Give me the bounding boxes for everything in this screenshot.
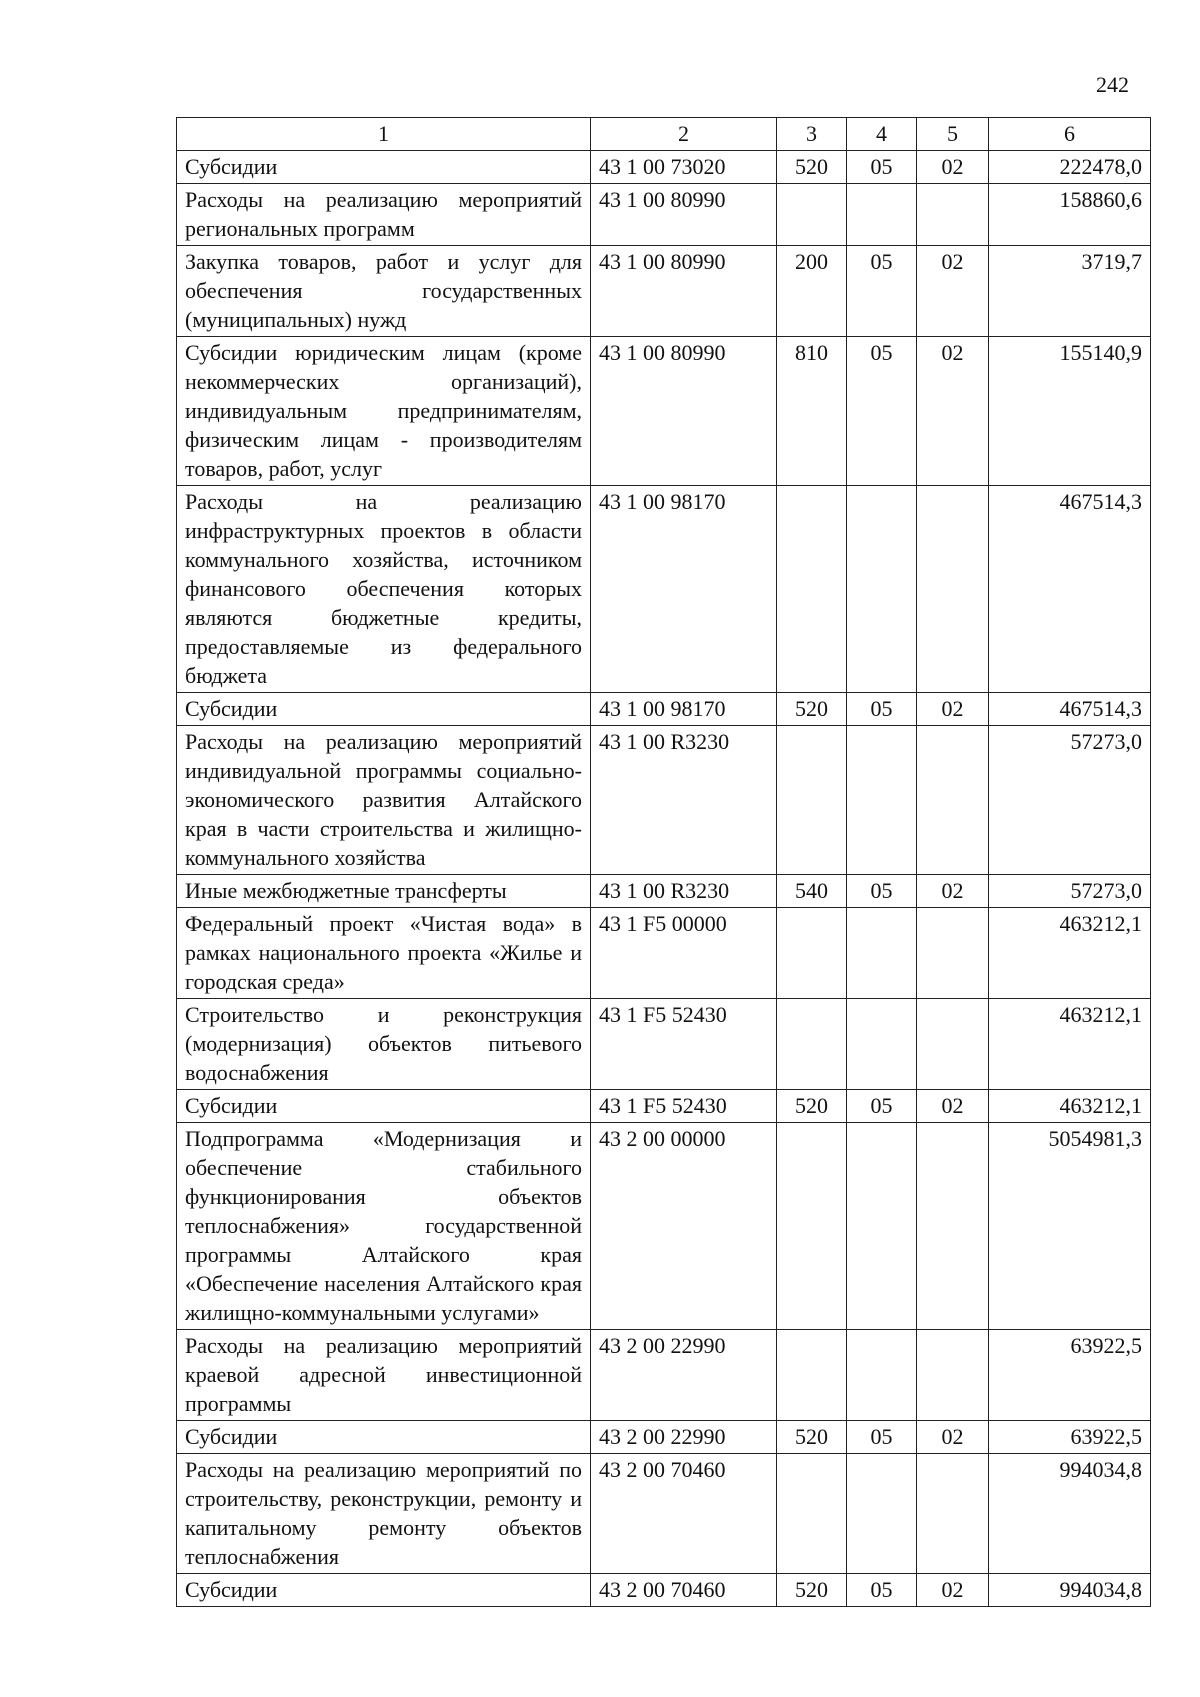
table-row bbox=[177, 999, 1151, 1090]
row-col3-cell: 520 bbox=[777, 1574, 847, 1607]
row-name-cell: Закупка товаров, работ и услуг для обеспечения государственных (муниципальных) нужд bbox=[177, 246, 591, 337]
column-header: 1 bbox=[177, 118, 591, 151]
row-amount-cell: 155140,9 bbox=[989, 337, 1151, 486]
row-col5-cell bbox=[917, 184, 989, 246]
row-col5-cell bbox=[917, 1330, 989, 1421]
table-row bbox=[177, 1454, 1151, 1574]
row-col5-cell: 02 bbox=[917, 1574, 989, 1607]
row-code-cell: 43 1 00 80990 bbox=[591, 246, 777, 337]
row-code-cell: 43 1 00 80990 bbox=[591, 337, 777, 486]
row-code-cell: 43 1 F5 00000 bbox=[591, 908, 777, 999]
row-col5-cell bbox=[917, 486, 989, 693]
row-name-cell: Расходы на реализацию инфраструктурных проектов в области коммунального хозяйства, источником финансового обеспечения которых являются бюджетные кредиты, предоставляемые из федерального бюджета bbox=[177, 486, 591, 693]
table-row bbox=[177, 1123, 1151, 1330]
table-row bbox=[177, 875, 1151, 908]
row-col4-cell: 05 bbox=[847, 337, 917, 486]
table-row bbox=[177, 246, 1151, 337]
row-col4-cell: 05 bbox=[847, 693, 917, 726]
row-code-cell: 43 1 00 73020 bbox=[591, 151, 777, 184]
row-code-cell: 43 1 F5 52430 bbox=[591, 1090, 777, 1123]
row-name-cell: Субсидии юридическим лицам (кроме некоммерческих организаций), индивидуальным предпринимателям, физическим лицам - производителям товаров, работ, услуг bbox=[177, 337, 591, 486]
row-col4-cell bbox=[847, 486, 917, 693]
row-code-cell: 43 1 00 R3230 bbox=[591, 875, 777, 908]
table-row bbox=[177, 151, 1151, 184]
table-header-row bbox=[177, 118, 1151, 151]
column-header: 6 bbox=[989, 118, 1151, 151]
table-row bbox=[177, 1421, 1151, 1454]
row-name-cell: Расходы на реализацию мероприятий индивидуальной программы социально-экономического развития Алтайского края в части строительства и жилищно-коммунального хозяйства bbox=[177, 726, 591, 875]
row-col3-cell: 810 bbox=[777, 337, 847, 486]
row-code-cell: 43 2 00 22990 bbox=[591, 1421, 777, 1454]
table-row bbox=[177, 1574, 1151, 1607]
row-col4-cell: 05 bbox=[847, 1421, 917, 1454]
row-code-cell: 43 2 00 00000 bbox=[591, 1123, 777, 1330]
row-code-cell: 43 1 00 98170 bbox=[591, 693, 777, 726]
row-col3-cell: 520 bbox=[777, 151, 847, 184]
row-col3-cell bbox=[777, 999, 847, 1090]
row-code-cell: 43 2 00 70460 bbox=[591, 1454, 777, 1574]
row-name-cell: Субсидии bbox=[177, 151, 591, 184]
budget-table bbox=[176, 117, 1151, 1607]
row-name-cell: Субсидии bbox=[177, 1574, 591, 1607]
row-col5-cell bbox=[917, 726, 989, 875]
row-code-cell: 43 1 00 R3230 bbox=[591, 726, 777, 875]
row-col4-cell bbox=[847, 999, 917, 1090]
row-amount-cell: 994034,8 bbox=[989, 1574, 1151, 1607]
row-col5-cell: 02 bbox=[917, 1421, 989, 1454]
row-amount-cell: 463212,1 bbox=[989, 908, 1151, 999]
row-amount-cell: 467514,3 bbox=[989, 486, 1151, 693]
row-code-cell: 43 2 00 70460 bbox=[591, 1574, 777, 1607]
row-amount-cell: 63922,5 bbox=[989, 1330, 1151, 1421]
row-col4-cell bbox=[847, 1123, 917, 1330]
row-col5-cell bbox=[917, 1454, 989, 1574]
row-name-cell: Строительство и реконструкция (модернизация) объектов питьевого водоснабжения bbox=[177, 999, 591, 1090]
row-amount-cell: 222478,0 bbox=[989, 151, 1151, 184]
row-col3-cell bbox=[777, 184, 847, 246]
row-col3-cell: 200 bbox=[777, 246, 847, 337]
row-amount-cell: 463212,1 bbox=[989, 1090, 1151, 1123]
row-col4-cell: 05 bbox=[847, 246, 917, 337]
row-col3-cell bbox=[777, 1454, 847, 1574]
row-amount-cell: 5054981,3 bbox=[989, 1123, 1151, 1330]
row-col5-cell bbox=[917, 1123, 989, 1330]
table-row bbox=[177, 693, 1151, 726]
row-name-cell: Подпрограмма «Модернизация и обеспечение стабильного функционирования объектов теплоснабжения» государственной программы Алтайского края «Обеспечение населения Алтайского края жилищно-коммунальными услугами» bbox=[177, 1123, 591, 1330]
table-row bbox=[177, 184, 1151, 246]
row-col4-cell bbox=[847, 726, 917, 875]
row-col5-cell: 02 bbox=[917, 151, 989, 184]
column-header: 2 bbox=[591, 118, 777, 151]
table-row bbox=[177, 1330, 1151, 1421]
row-amount-cell: 57273,0 bbox=[989, 726, 1151, 875]
row-col4-cell: 05 bbox=[847, 875, 917, 908]
table-row bbox=[177, 726, 1151, 875]
page-number: 242 bbox=[1096, 72, 1129, 97]
row-col4-cell: 05 bbox=[847, 1574, 917, 1607]
row-col4-cell bbox=[847, 184, 917, 246]
row-name-cell: Расходы на реализацию мероприятий по строительству, реконструкции, ремонту и капитальному ремонту объектов теплоснабжения bbox=[177, 1454, 591, 1574]
row-col3-cell bbox=[777, 486, 847, 693]
table-row bbox=[177, 1090, 1151, 1123]
row-name-cell: Расходы на реализацию мероприятий региональных программ bbox=[177, 184, 591, 246]
column-header: 4 bbox=[847, 118, 917, 151]
row-col5-cell bbox=[917, 908, 989, 999]
row-col5-cell: 02 bbox=[917, 246, 989, 337]
table-row bbox=[177, 908, 1151, 999]
row-col5-cell: 02 bbox=[917, 693, 989, 726]
table-row bbox=[177, 337, 1151, 486]
row-col3-cell: 540 bbox=[777, 875, 847, 908]
table-row bbox=[177, 486, 1151, 693]
column-header: 5 bbox=[917, 118, 989, 151]
row-name-cell: Иные межбюджетные трансферты bbox=[177, 875, 591, 908]
row-col5-cell: 02 bbox=[917, 1090, 989, 1123]
row-col3-cell: 520 bbox=[777, 693, 847, 726]
row-code-cell: 43 1 00 80990 bbox=[591, 184, 777, 246]
row-col3-cell: 520 bbox=[777, 1421, 847, 1454]
row-code-cell: 43 1 00 98170 bbox=[591, 486, 777, 693]
row-col4-cell: 05 bbox=[847, 1090, 917, 1123]
row-col4-cell bbox=[847, 908, 917, 999]
row-amount-cell: 57273,0 bbox=[989, 875, 1151, 908]
row-name-cell: Субсидии bbox=[177, 1090, 591, 1123]
row-amount-cell: 3719,7 bbox=[989, 246, 1151, 337]
row-col3-cell bbox=[777, 726, 847, 875]
row-name-cell: Расходы на реализацию мероприятий краевой адресной инвестиционной программы bbox=[177, 1330, 591, 1421]
row-amount-cell: 158860,6 bbox=[989, 184, 1151, 246]
row-amount-cell: 463212,1 bbox=[989, 999, 1151, 1090]
row-amount-cell: 467514,3 bbox=[989, 693, 1151, 726]
row-col3-cell bbox=[777, 908, 847, 999]
row-col3-cell: 520 bbox=[777, 1090, 847, 1123]
row-col3-cell bbox=[777, 1123, 847, 1330]
row-col3-cell bbox=[777, 1330, 847, 1421]
row-amount-cell: 63922,5 bbox=[989, 1421, 1151, 1454]
row-name-cell: Субсидии bbox=[177, 693, 591, 726]
row-col4-cell bbox=[847, 1330, 917, 1421]
row-col4-cell bbox=[847, 1454, 917, 1574]
row-name-cell: Субсидии bbox=[177, 1421, 591, 1454]
row-amount-cell: 994034,8 bbox=[989, 1454, 1151, 1574]
row-name-cell: Федеральный проект «Чистая вода» в рамках национального проекта «Жилье и городская среда» bbox=[177, 908, 591, 999]
row-col5-cell: 02 bbox=[917, 875, 989, 908]
row-col5-cell bbox=[917, 999, 989, 1090]
row-code-cell: 43 1 F5 52430 bbox=[591, 999, 777, 1090]
column-header: 3 bbox=[777, 118, 847, 151]
row-col4-cell: 05 bbox=[847, 151, 917, 184]
row-col5-cell: 02 bbox=[917, 337, 989, 486]
row-code-cell: 43 2 00 22990 bbox=[591, 1330, 777, 1421]
